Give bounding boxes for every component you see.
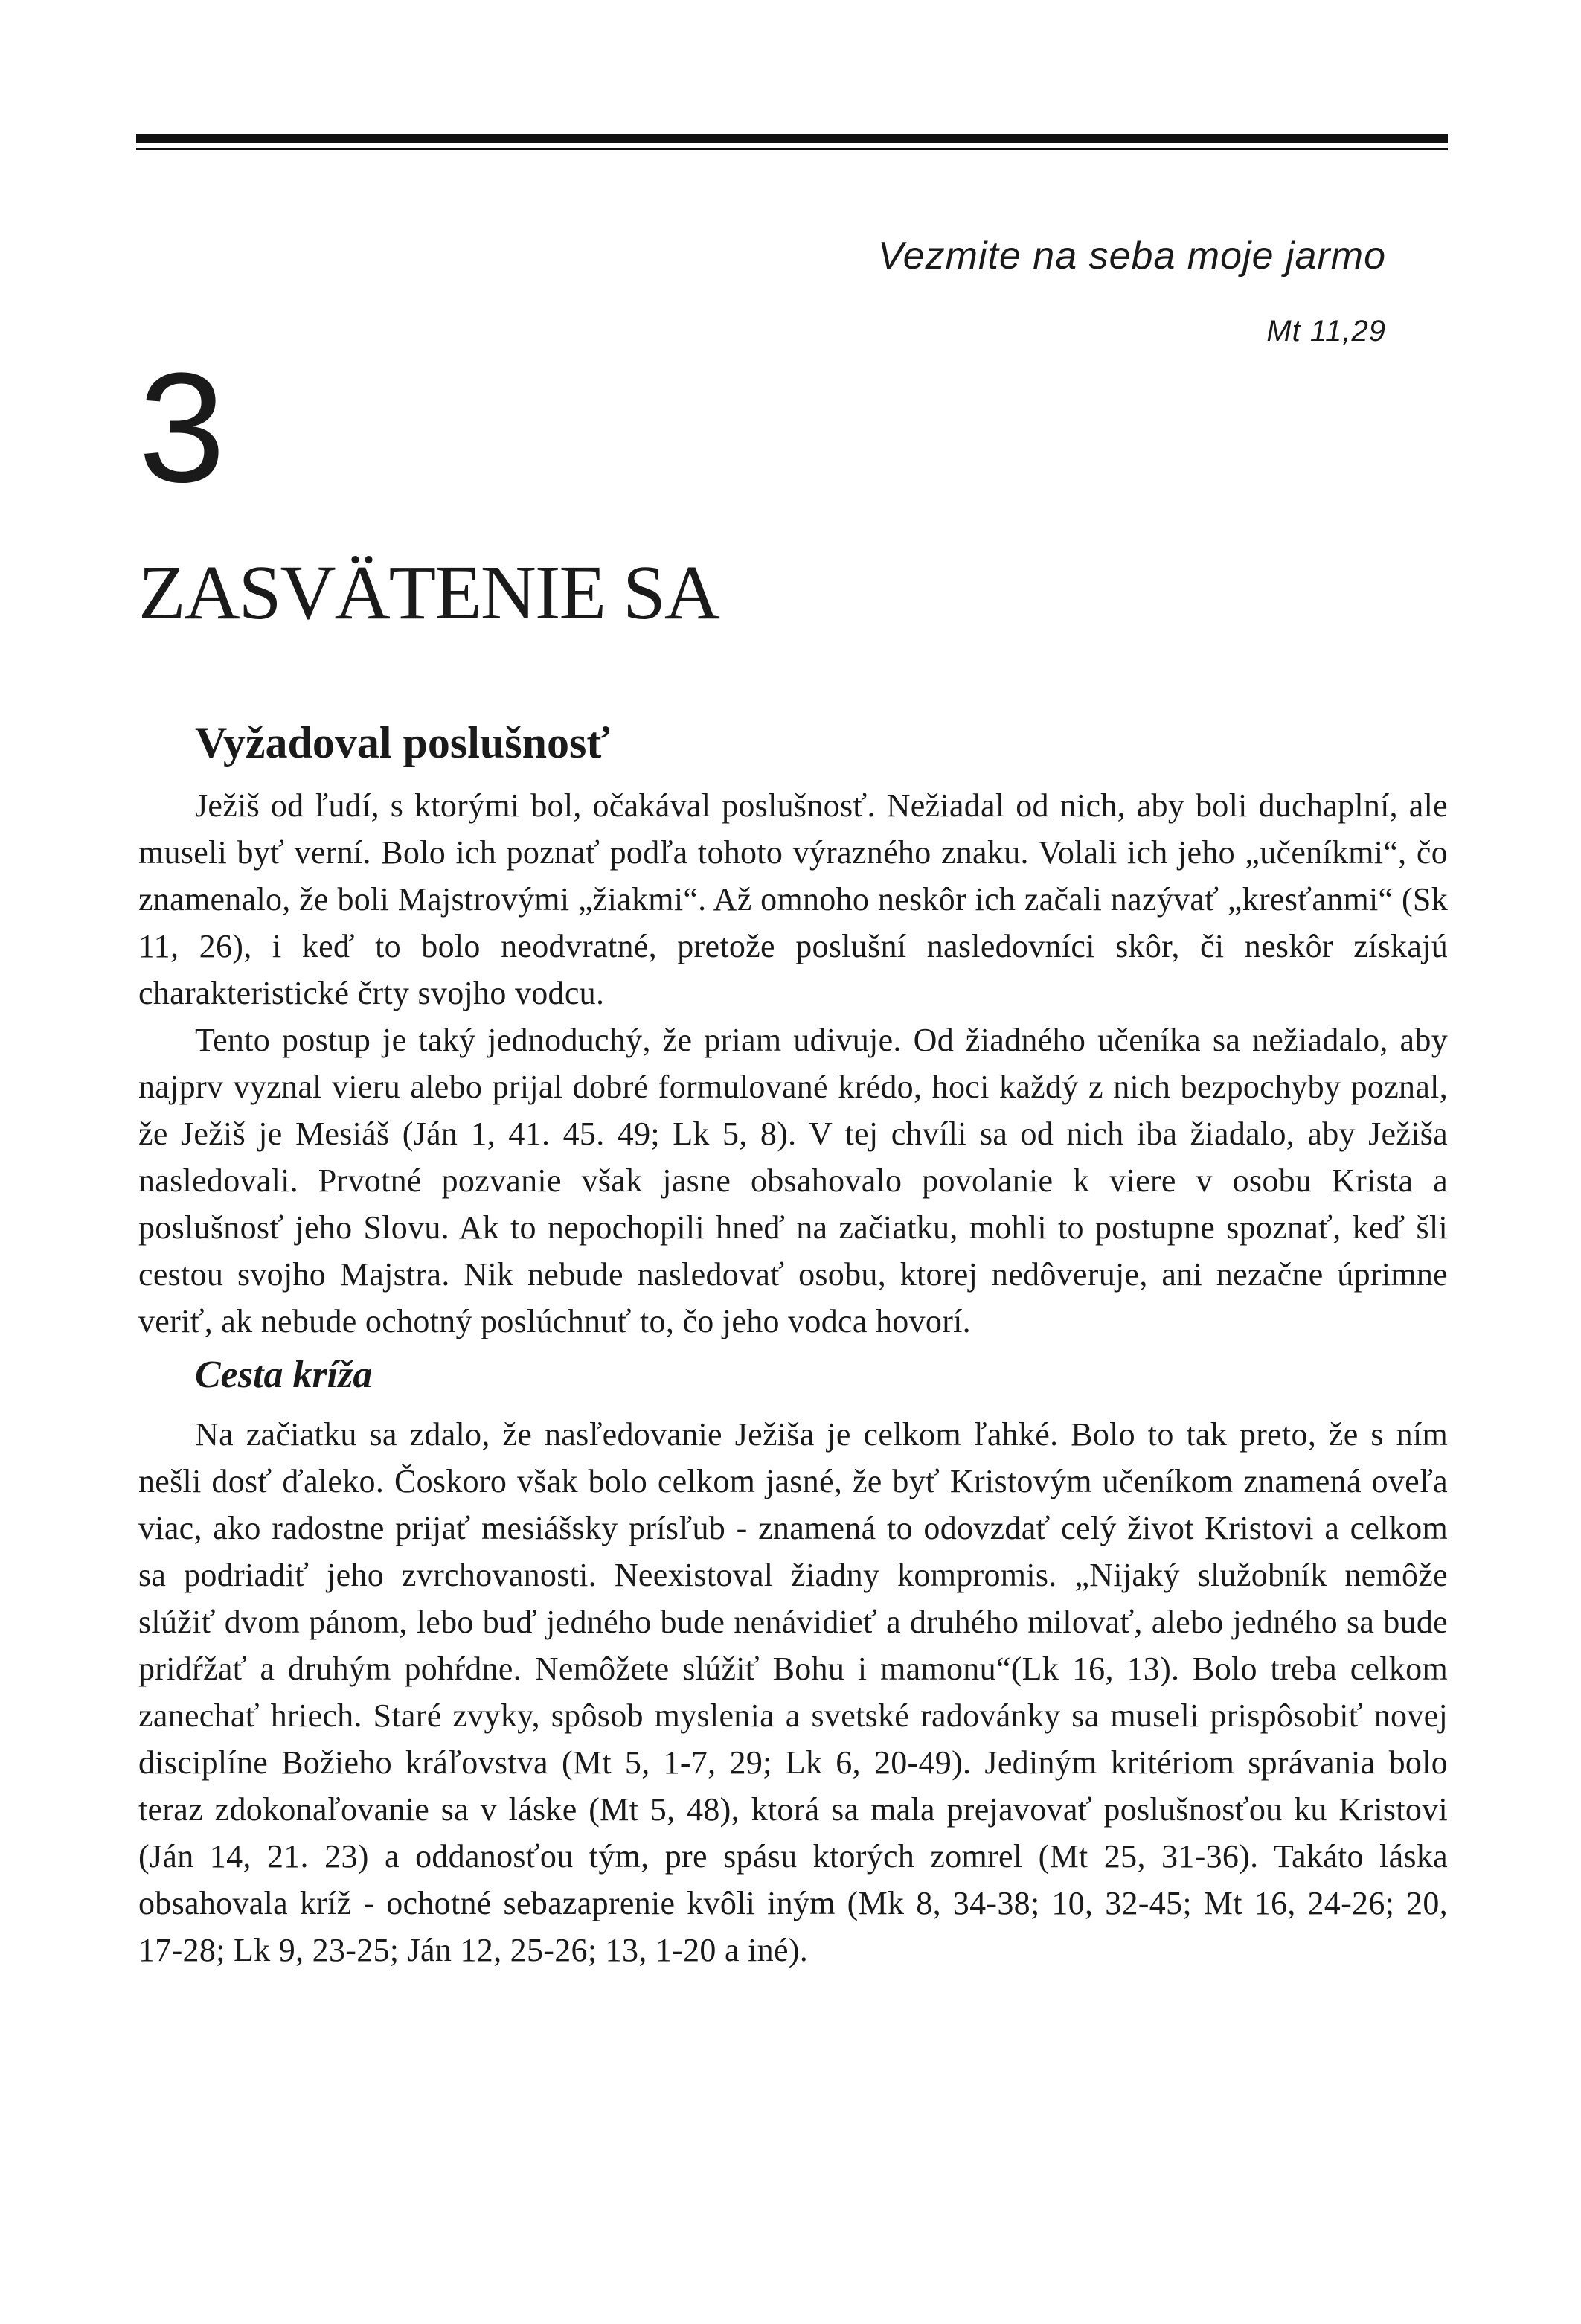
chapter-title: ZASVÄTENIE SA: [138, 550, 719, 636]
body-paragraph: Na začiatku sa zdalo, že nasľedovanie Ježiša je celkom ľahké. Bolo to tak preto, že s ním nešli dosť ďaleko. Čoskoro však bolo celkom jasné, že byť Kristovým učeníkom znamená oveľa viac, ako radostne prijať mesiášsky prísľub - znamená to odovzdať celý život Kristovi a celkom sa podriadiť jeho zvrchovanosti. Neexistoval žiadny kompromis. „Nijaký služobník nemôže slúžiť dvom pánom, lebo buď jedného bude nenávidieť a druhého milovať, alebo jedného sa bude pridŕžať a druhým pohŕdne. Nemôžete slúžiť Bohu i mamonu“(Lk 16, 13). Bolo treba celkom zanechať hriech. Staré zvyky, spôsob myslenia a svetské radovánky sa museli prispôsobiť novej disciplíne Božieho kráľovstva (Mt 5, 1-7, 29; Lk 6, 20-49). Jediným kritériom správania bolo teraz zdokonaľovanie sa v láske (Mt 5, 48), ktorá sa mala prejavovať poslušnosťou ku Kristovi (Ján 14, 21. 23) a oddanosťou tým, pre spásu ktorých zomrel (Mt 25, 31-36). Takáto láska obsahovala kríž - ochotné sebazaprenie kvôli iným (Mk 8, 34-38; 10, 32-45; Mt 16, 24-26; 20, 17-28; Lk 9, 23-25; Ján 12, 25-26; 13, 1-20 a iné).: [138, 1416, 1448, 1969]
chapter-body: [138, 718, 1448, 1974]
chapter-number: 3: [138, 340, 225, 515]
epigraph-reference: Mt 11,29: [1266, 315, 1386, 348]
epigraph-quote: Vezmite na seba moje jarmo: [877, 234, 1386, 278]
body-paragraph: Tento postup je taký jednoduchý, že priam udivuje. Od žiadného učeníka sa nežiadalo, aby najprv vyznal vieru alebo prijal dobré formulované krédo, hoci každý z nich bezpochyby poznal, že Ježiš je Mesiáš (Ján 1, 41. 45. 49; Lk 5, 8). V tej chvíli sa od nich iba žiadalo, aby Ježiša nasledovali. Prvotné pozvanie však jasne obsahovalo povolanie k viere v osobu Krista a poslušnosť jeho Slovu. Ak to nepochopili hneď na začiatku, mohli to postupne spoznať, keď šli cestou svojho Majstra. Nik nebude nasledovať osobu, ktorej nedôveruje, ani nezačne úprimne veriť, ak nebude ochotný poslúchnuť to, čo jeho vodca hovorí.: [138, 1022, 1448, 1339]
top-rule-thick: [136, 134, 1448, 143]
top-rule-thin: [136, 148, 1448, 150]
section-heading: Vyžadoval poslušnosť: [195, 718, 610, 767]
body-paragraph: Ježiš od ľudí, s ktorými bol, očakával poslušnosť. Nežiadal od nich, aby boli duchaplní, ale museli byť verní. Bolo ich poznať podľa tohoto výrazného znaku. Volali ich jeho „učeníkmi“, čo znamenalo, že boli Majstrovými „žiakmi“. Až omnoho neskôr ich začali nazývať „kresťanmi“ (Sk 11, 26), i keď to bolo neodvratné, pretože poslušní nasledovníci skôr, či neskôr získajú charakteristické črty svojho vodcu.: [138, 787, 1448, 1011]
section-heading: Cesta kríža: [195, 1354, 373, 1396]
